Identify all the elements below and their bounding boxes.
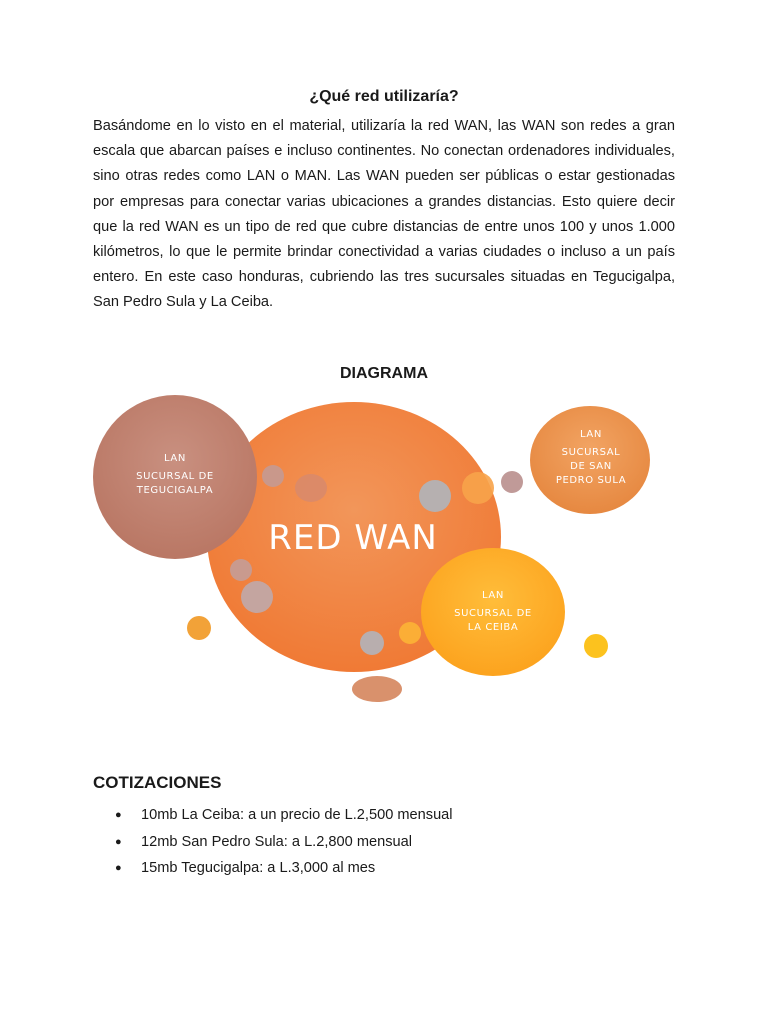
red-wan-label: RED WAN <box>268 518 438 558</box>
list-item <box>93 802 453 829</box>
node-la-ceiba-line: LA CEIBA <box>467 622 519 633</box>
bullet-icon: ● <box>115 835 122 848</box>
decor-bubble <box>501 471 523 493</box>
node-san-pedro-sula-line: LAN <box>580 429 602 440</box>
node-tegucigalpa-label <box>120 452 230 498</box>
bullet-icon: ● <box>115 862 122 875</box>
decor-bubble <box>352 676 402 702</box>
decor-bubble <box>360 631 384 655</box>
node-la-ceiba-line: SUCURSAL DE <box>454 608 532 619</box>
node-tegucigalpa-line: SUCURSAL DE <box>136 471 214 482</box>
node-san-pedro-sula-line: DE SAN <box>570 461 612 472</box>
bullet-icon: ● <box>115 809 122 822</box>
node-la-ceiba-line: LAN <box>482 590 504 601</box>
decor-bubble <box>230 559 252 581</box>
node-san-pedro-sula-line: PEDRO SULA <box>555 475 627 486</box>
decor-bubble <box>187 616 211 640</box>
decor-bubble <box>399 622 421 644</box>
list-item <box>93 855 453 882</box>
quotes-list <box>93 802 453 882</box>
decor-bubble <box>419 480 451 512</box>
decor-bubble <box>262 465 284 487</box>
list-item-text: 15mb Tegucigalpa: a L.3,000 al mes <box>141 860 376 877</box>
list-item-text: 10mb La Ceiba: a un precio de L.2,500 mensual <box>141 807 453 824</box>
list-item-text: 12mb San Pedro Sula: a L.2,800 mensual <box>141 833 412 850</box>
decor-bubble <box>295 474 327 502</box>
body-paragraph: Basándome en lo visto en el material, utilizaría la red WAN, las WAN son redes a gran escala que abarcan países e incluso continentes. No conectan ordenadores individuales, sino otras redes como LAN o MAN. Las WAN pueden ser públicas o estar gestionadas por empresas para conectar varias ubicaciones a grandes distancias. Esto quiere decir que la red WAN es un tipo de red que cubre distancias de entre unos 100 y unos 1.000 kilómetros, lo que le permite brindar conectividad a varias ciudades o incluso a un país entero. En este caso honduras, cubriendo las tres sucursales situadas en Tegucigalpa, San Pedro Sula y La Ceiba. <box>93 118 675 311</box>
list-item <box>93 829 453 856</box>
diagram-heading: DIAGRAMA <box>340 365 428 382</box>
question-heading: ¿Qué red utilizaría? <box>309 88 459 105</box>
node-tegucigalpa-line: LAN <box>164 453 186 464</box>
decor-bubble <box>584 634 608 658</box>
node-san-pedro-sula-line: SUCURSAL <box>561 447 621 458</box>
node-la-ceiba-label <box>445 589 541 635</box>
decor-bubble <box>241 581 273 613</box>
decor-bubble <box>462 472 494 504</box>
wan-diagram <box>0 390 768 710</box>
node-san-pedro-sula-label <box>548 428 634 488</box>
node-tegucigalpa-line: TEGUCIGALPA <box>136 485 214 496</box>
quotes-heading: COTIZACIONES <box>93 773 222 792</box>
